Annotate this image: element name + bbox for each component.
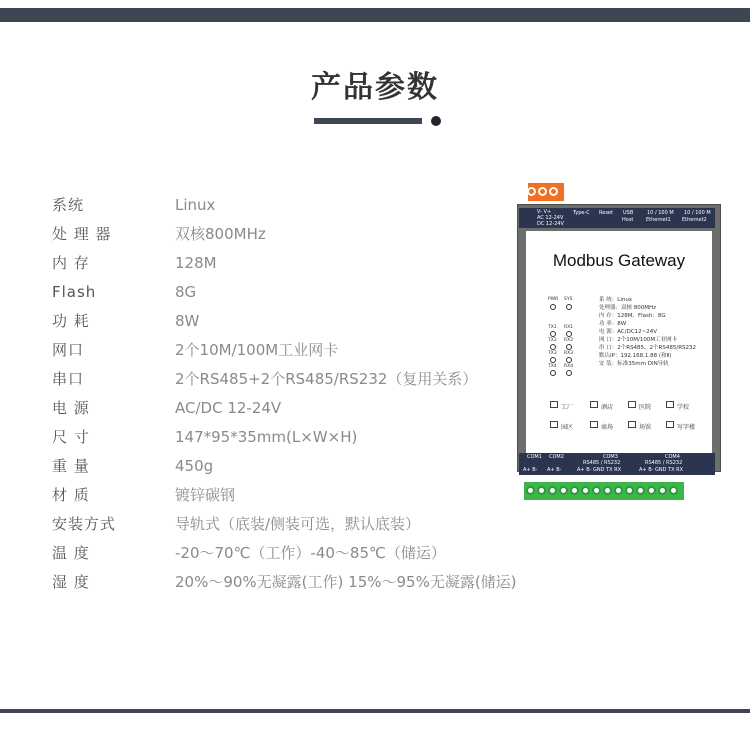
- footer-label: A+ B- GND TX RX: [577, 467, 622, 473]
- footer-label: RS485 / RS232: [645, 460, 683, 466]
- hotel-icon: [590, 401, 598, 408]
- terminal-screw: [603, 486, 612, 495]
- spec-label: 温 度: [52, 544, 90, 562]
- led-label: TX2: [548, 338, 557, 343]
- header-label: Type-C: [573, 210, 590, 216]
- led-label: PWR: [548, 297, 559, 302]
- terminal-screw: [537, 486, 546, 495]
- spec-value: 镀锌碳钢: [175, 486, 236, 504]
- icon-label: 写字楼: [677, 424, 696, 431]
- led-indicator: [550, 344, 556, 350]
- header-label: AC 12-24V: [537, 215, 564, 221]
- spec-row-flash: [52, 279, 532, 305]
- device-info-line: 处理器：双核 800MHz: [599, 305, 657, 311]
- spec-row-humidity: [52, 569, 532, 595]
- terminal-screw: [526, 486, 535, 495]
- spec-row-mounting: [52, 511, 532, 537]
- terminal-screw: [636, 486, 645, 495]
- spec-label: 材 质: [52, 486, 90, 504]
- spec-row-network: [52, 337, 532, 363]
- spec-label: 湿 度: [52, 573, 90, 591]
- spec-value: 导轨式（底装/侧装可选，默认底装）: [175, 515, 421, 533]
- spec-value: 8W: [175, 312, 200, 330]
- hospital-icon: [628, 401, 636, 408]
- led-indicator: [566, 357, 572, 363]
- led-label: TX1: [548, 325, 557, 330]
- spec-row-weight: [52, 453, 532, 479]
- device-info-line: 默认IP：192.168.1.88 (和Ⅱ): [599, 353, 672, 359]
- header-label: Host: [622, 217, 634, 223]
- terminal-screw: [548, 486, 557, 495]
- spec-label: 电 源: [52, 399, 90, 417]
- park-icon: [550, 421, 558, 428]
- spec-label: 系统: [52, 196, 85, 214]
- led-indicator: [550, 304, 556, 310]
- icon-label: 医院: [639, 404, 652, 411]
- icon-label: 园区: [561, 424, 574, 431]
- bottom-bar: [0, 709, 750, 713]
- header-label: V- V+: [537, 209, 552, 215]
- terminal-screw: [570, 486, 579, 495]
- device-name: Modbus Gateway: [552, 251, 686, 270]
- device-info-line: 系 统：Linux: [599, 297, 633, 303]
- device-info-line: 网 口：2个10M/100M工业网卡: [599, 337, 678, 343]
- terminal-screw: [614, 486, 623, 495]
- led-indicator: [550, 357, 556, 363]
- led-indicator: [550, 370, 556, 376]
- device-header: [519, 208, 715, 228]
- header-label: Ethernet1: [646, 217, 671, 223]
- spec-value: 双核800MHz: [175, 225, 266, 243]
- footer-label: COM4: [665, 454, 680, 460]
- spec-row-material: [52, 482, 532, 508]
- spec-value: Linux: [175, 196, 216, 214]
- spec-label: 串口: [52, 370, 85, 388]
- terminal-screw: [527, 187, 536, 196]
- header-label: 10 / 100 M: [647, 210, 674, 216]
- factory-icon: [550, 401, 558, 408]
- icon-label: 酒店: [601, 404, 614, 411]
- header-label: Reset: [599, 210, 613, 216]
- spec-value: 128M: [175, 254, 217, 272]
- spec-value: 2个10M/100M工业网卡: [175, 341, 339, 359]
- spec-label: 处 理 器: [52, 225, 112, 243]
- terminal-screw: [559, 486, 568, 495]
- header-label: 10 / 100 M: [684, 210, 711, 216]
- device-info-line: 安 装：标准35mm DIN导轨: [599, 361, 669, 367]
- mall-icon: [590, 421, 598, 428]
- icon-label: 商场: [601, 424, 614, 431]
- title-underline: [314, 118, 422, 124]
- device-front-panel: [526, 231, 712, 453]
- spec-label: 功 耗: [52, 312, 90, 330]
- device-info-line: 电 源：AC/DC12~24V: [599, 329, 658, 335]
- spec-label: 网口: [52, 341, 85, 359]
- led-label: RX2: [564, 338, 574, 343]
- terminal-screw: [581, 486, 590, 495]
- spec-value: AC/DC 12-24V: [175, 399, 282, 417]
- spec-row-power: [52, 308, 532, 334]
- header-label: USB: [623, 210, 634, 216]
- footer-label: A+ B-: [547, 467, 562, 473]
- device-info-line: 内 存：128M、Flash：8G: [599, 313, 666, 319]
- spec-label: Flash: [52, 283, 97, 301]
- terminal-screw: [647, 486, 656, 495]
- spec-row-size: [52, 424, 532, 450]
- led-indicator: [566, 304, 572, 310]
- led-indicator: [566, 344, 572, 350]
- led-label: TX4: [548, 364, 557, 369]
- device-info-line: 功 率：8W: [599, 321, 627, 327]
- led-label: RX3: [564, 351, 574, 356]
- led-label: RX4: [564, 364, 574, 369]
- spec-value: 450g: [175, 457, 214, 475]
- footer-label: COM2: [549, 454, 564, 460]
- device-illustration: [514, 183, 724, 503]
- footer-label: A+ B- GND TX RX: [639, 467, 684, 473]
- spec-value: 20%～90%无凝露(工作) 15%～95%无凝露(储运): [175, 573, 517, 591]
- led-indicator: [566, 370, 572, 376]
- terminal-screw: [592, 486, 601, 495]
- icon-label: 场馆: [639, 424, 652, 431]
- spec-row-serial: [52, 366, 532, 392]
- top-bar: [0, 8, 750, 22]
- spec-label: 尺 寸: [52, 428, 90, 446]
- spec-value: 147*95*35mm(L×W×H): [175, 428, 358, 446]
- led-label: TX3: [548, 351, 557, 356]
- terminal-screw: [538, 187, 547, 196]
- page-title: 产品参数: [311, 70, 439, 105]
- spec-value: 2个RS485+2个RS485/RS232（复用关系）: [175, 370, 478, 388]
- bottom-terminal-block: [524, 482, 684, 500]
- spec-label: 安装方式: [52, 515, 117, 533]
- title-dot: [431, 116, 441, 126]
- led-indicator: [566, 331, 572, 337]
- terminal-screw: [625, 486, 634, 495]
- footer-label: A+ B-: [523, 467, 538, 473]
- spec-value: -20～70℃（工作）-40～85℃（储运）: [175, 544, 446, 562]
- terminal-screw: [658, 486, 667, 495]
- spec-label: 内 存: [52, 254, 90, 272]
- spec-label: 重 量: [52, 457, 90, 475]
- footer-label: COM1: [527, 454, 542, 460]
- venue-icon: [628, 421, 636, 428]
- spec-row-temperature: [52, 540, 532, 566]
- footer-label: COM3: [603, 454, 618, 460]
- icon-label: 工厂: [561, 404, 574, 411]
- header-label: Ethernet2: [682, 217, 707, 223]
- terminal-screw: [669, 486, 678, 495]
- office-icon: [666, 421, 674, 428]
- school-icon: [666, 401, 674, 408]
- led-label: SYS: [564, 297, 573, 302]
- led-label: RX1: [564, 325, 574, 330]
- led-indicator: [550, 331, 556, 337]
- spec-value: 8G: [175, 283, 197, 301]
- terminal-screw: [549, 187, 558, 196]
- device-info-line: 串 口：2个RS485、2个RS485/RS232: [599, 345, 697, 351]
- footer-label: RS485 / RS232: [583, 460, 621, 466]
- icon-label: 学校: [677, 404, 690, 411]
- spec-row-memory: [52, 250, 532, 276]
- header-label: DC 12-24V: [537, 221, 564, 227]
- spec-row-system: [52, 192, 532, 218]
- device-footer: [519, 453, 715, 475]
- spec-row-processor: [52, 221, 532, 247]
- spec-row-supply: [52, 395, 532, 421]
